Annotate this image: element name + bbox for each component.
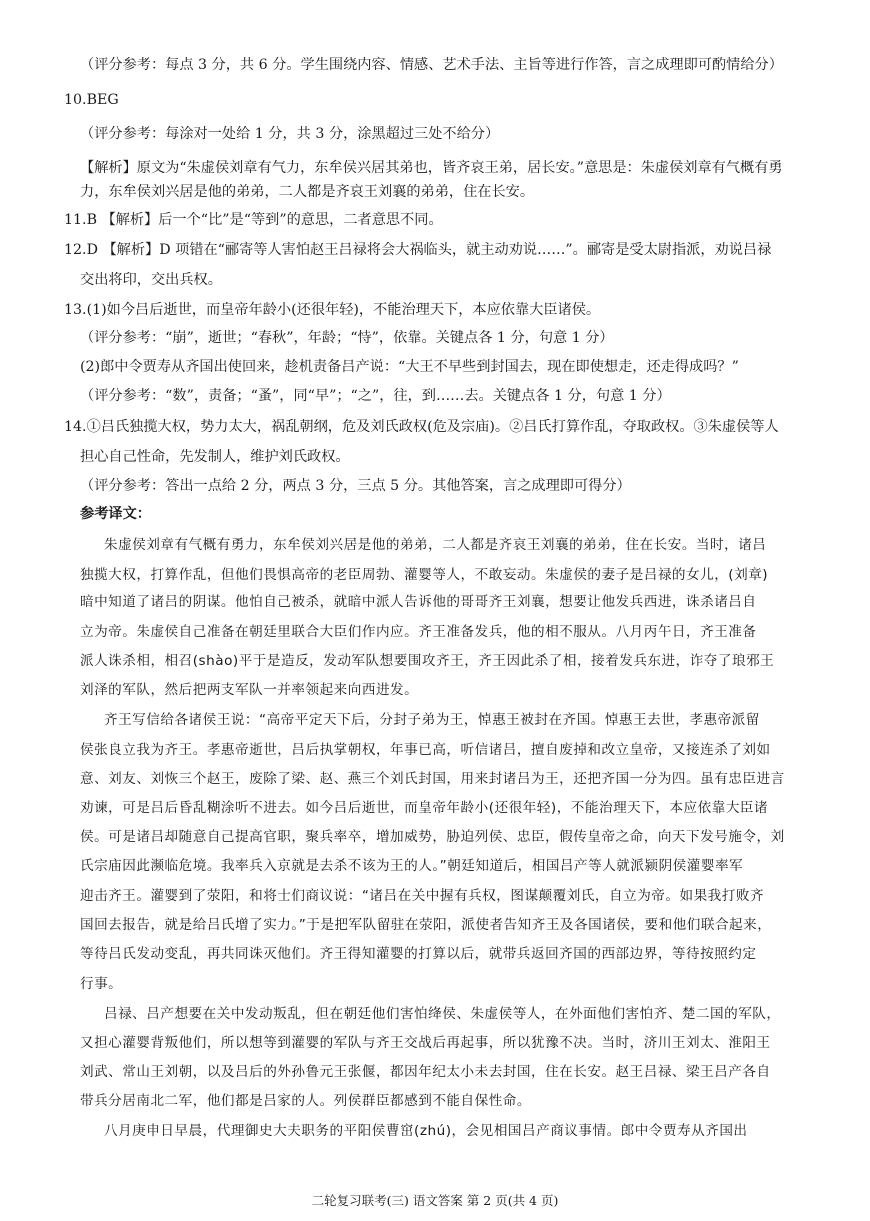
answer-line: 担心自己性命，先发制人，维护刘氏政权。 — [80, 449, 350, 465]
answer-line: （评分参考：“崩”，逝世；“春秋”，年龄；“恃”，依靠。关键点各 1 分，句意 1 分） — [80, 330, 614, 346]
translation-line: 等待吕氏发动变乱，再共同诛灭他们。齐王得知灌婴的打算以后，就带兵返回齐国的西部边界，等待按照约定 — [80, 946, 757, 962]
translation-line: 又担心灌婴背叛他们，所以想等到灌婴的军队与齐王交战后再起事，所以犹豫不决。当时，济川王刘太、淮阳王 — [80, 1035, 771, 1051]
translation-line: 侯张良立我为齐王。孝惠帝逝世，吕后执掌朝权，年事已高，听信诸吕，擅自废掉和改立皇帝，又接连杀了刘如 — [80, 742, 771, 758]
translation-line: 齐王写信给各诸侯王说：“高帝平定天下后，分封子弟为王，悼惠王被封在齐国。悼惠王去世，孝惠帝派留 — [104, 712, 760, 728]
answer-line: (2)郎中令贾寿从齐国出使回来，趁机责备吕产说：“大王不早些到封国去，现在即使想走，还走得成吗？” — [80, 359, 739, 375]
translation-line: 行事。 — [80, 976, 123, 992]
translation-line: 意、刘友、刘恢三个赵王，废除了梁、赵、燕三个刘氏封国，用来封诸吕为王，还把齐国一分为四。虽有忠臣进言 — [80, 771, 785, 787]
translation-line: 刘武、常山王刘朝，以及吕后的外孙鲁元王张偃，都因年纪太小未去封国，住在长安。赵王吕禄、梁王吕产各自 — [80, 1064, 771, 1080]
answer-line: 13.(1)如今吕后逝世，而皇帝年龄小(还很年轻)，不能治理天下，本应依靠大臣诸侯。 — [64, 302, 601, 318]
answer-line: 力，东牟侯刘兴居是他的弟弟，二人都是齐哀王刘襄的弟弟，住在长安。 — [80, 184, 535, 200]
translation-line: 派人诛杀相，相召(shào)平于是造反，发动军队想要围攻齐王，齐王因此杀了相，接着发兵东进，诈夺了琅邪王 — [80, 653, 775, 669]
translation-line: 独揽大权，打算作乱，但他们畏惧高帝的老臣周勃、灌婴等人，不敢妄动。朱虚侯的妻子是吕禄的女儿，(刘章) — [80, 567, 769, 583]
answer-line: （评分参考：每涂对一处给 1 分，共 3 分，涂黑超过三处不给分） — [80, 126, 500, 142]
answer-line: 交出将印，交出兵权。 — [80, 272, 222, 288]
page-footer: 二轮复习联考(三) 语文答案 第 2 页(共 4 页) — [311, 1193, 559, 1208]
translation-line: 朱虚侯刘章有气概有勇力，东牟侯刘兴居是他的弟弟，二人都是齐哀王刘襄的弟弟，住在长安。当时，诸吕 — [104, 537, 767, 553]
translation-line: 八月庚申日早晨，代理御史大夫职务的平阳侯曹窋(zhú)，会见相国吕产商议事情。郎中令贾寿从齐国出 — [104, 1123, 748, 1139]
translation-line: 暗中知道了诸吕的阴谋。他怕自己被杀，就暗中派人告诉他的哥哥齐王刘襄，想要让他发兵西进，诛杀诸吕自 — [80, 594, 757, 610]
answer-line: 12.D 【解析】D 项错在“郦寄等人害怕赵王吕禄将会大祸临头，就主动劝说……”。郦寄是受太尉指派，劝说吕禄 — [64, 242, 772, 258]
translation-line: 迎击齐王。灌婴到了荥阳，和将士们商议说：“诸吕在关中握有兵权，图谋颠覆刘氏，自立为帝。如果我打败齐 — [80, 888, 765, 904]
translation-line: 带兵分居南北二军，他们都是吕家的人。列侯群臣都感到不能自保性命。 — [80, 1093, 531, 1109]
answer-line: 【解析】原文为“朱虚侯刘章有气力，东牟侯兴居其弟也，皆齐哀王弟，居长安。”意思是：朱虚侯刘章有气概有勇 — [80, 160, 783, 176]
answer-line: 14.①吕氏独揽大权，势力太大，祸乱朝纲，危及刘氏政权(危及宗庙)。②吕氏打算作乱，夺取政权。③朱虚侯等人 — [64, 419, 779, 435]
answer-line: （评分参考：“数”，责备；“蚤”，同“早”；“之”，往，到……去。关键点各 1 分，句意 1 分） — [80, 388, 671, 404]
answer-line: 10.BEG — [64, 92, 119, 108]
translation-line: 侯。可是诸吕却随意自己提高官职，聚兵率卒，增加威势，胁迫列侯、忠臣，假传皇帝之命，向天下发号施令，刘 — [80, 829, 785, 845]
answer-line: （评分参考：答出一点给 2 分，两点 3 分，三点 5 分。其他答案，言之成理即可得分） — [80, 478, 631, 494]
translation-heading: 参考译文： — [80, 506, 151, 522]
translation-line: 立为帝。朱虚侯自己准备在朝廷里联合大臣们作内应。齐王准备发兵，他的相不服从。八月丙午日，齐王准备 — [80, 624, 757, 640]
translation-line: 吕禄、吕产想要在关中发动叛乱，但在朝廷他们害怕绛侯、朱虚侯等人，在外面他们害怕齐、楚二国的军队， — [104, 1006, 781, 1022]
answer-line: 11.B 【解析】后一个“比”是“等到”的意思，二者意思不同。 — [64, 212, 443, 228]
answer-line: （评分参考：每点 3 分，共 6 分。学生围绕内容、情感、艺术手法、主旨等进行作答，言之成理即可酌情给分） — [80, 57, 783, 73]
translation-line: 刘泽的军队，然后把两支军队一并率领起来向西进发。 — [80, 682, 419, 698]
translation-line: 氏宗庙因此濒临危境。我率兵入京就是去杀不该为王的人。”朝廷知道后，相国吕产等人就派颍阴侯灌婴率军 — [80, 858, 744, 874]
translation-line: 劝谏，可是吕后昏乱糊涂听不进去。如今吕后逝世，而皇帝年龄小(还很年轻)，不能治理天下，本应依靠大臣诸 — [80, 800, 769, 816]
translation-line: 国回去报告，就是给吕氏增了实力。”于是把军队留驻在荥阳，派使者告知齐王及各国诸侯，要和他们联合起来， — [80, 917, 772, 933]
